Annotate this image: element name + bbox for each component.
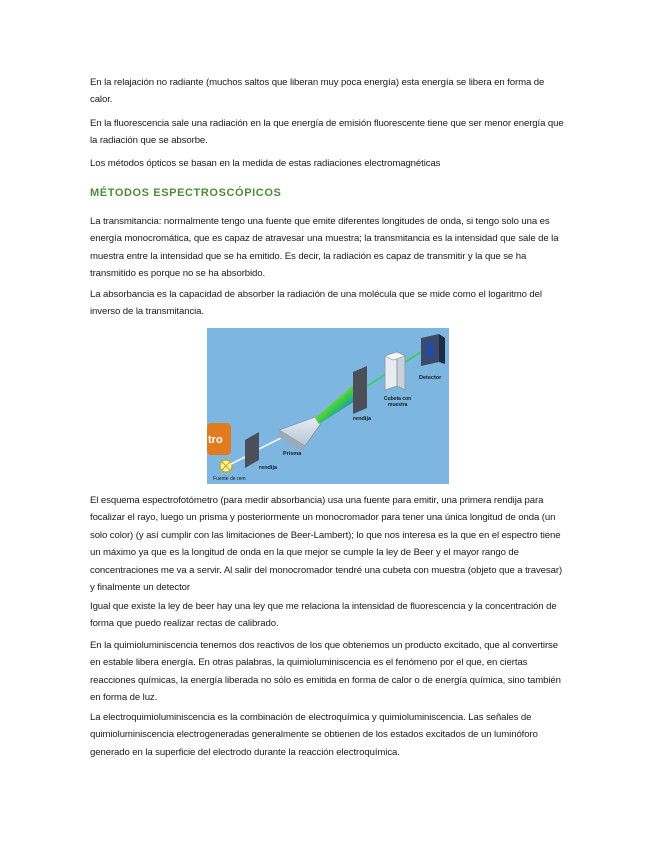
paragraph-absorbancia: La absorbancia es la capacidad de absorber la radiación de una molécula que se mide como el logaritmo del inverso de la transmitancia. (90, 289, 542, 318)
slit-2 (353, 366, 367, 414)
label-cubeta-line-2: muestra (388, 402, 408, 408)
paragraph-ley-fluorescencia: Igual que existe la ley de beer hay una ley que me relaciona la intensidad de fluorescencia y la concentración de forma que puedo realizar rectas de calibrado. (90, 601, 557, 630)
label-fuente: Fuente de rem (213, 476, 246, 482)
source-box-label: tro (208, 434, 223, 446)
label-prisma: Prisma (283, 451, 302, 457)
label-detector: Detector (419, 375, 442, 381)
paragraph-relajacion: En la relajación no radiante (muchos saltos que liberan muy poca energía) esta energía se libera en forma de calor. (90, 77, 545, 106)
paragraph-fluorescencia: En la fluorescencia sale una radiación en la que energía de emisión fluorescente tiene que ser menor energía que la radiación que se absorbe. (90, 118, 564, 147)
label-cubeta-line-1: Cubeta con (384, 396, 412, 402)
paragraph-metodos-opticos: Los métodos ópticos se basan en la medida de estas radiaciones electromagnéticas (90, 158, 441, 169)
spectrophotometer-diagram (207, 328, 449, 484)
paragraph-quimioluminiscencia: En la quimioluminiscencia tenemos dos reactivos de los que obtenemos un producto excitado, que al convertirse en estable libera energía. En otras palabras, la quimioluminiscencia es el fenómeno por el que, en ciertas reacciones químicas, la energía liberada no sólo es emitida en forma de calor o de energía química, sino también en forma de luz. (90, 640, 561, 704)
label-rendija-2: rendija (353, 416, 372, 422)
diagram-background (207, 328, 449, 484)
paragraph-transmitancia: La transmitancia: normalmente tengo una fuente que emite diferentes longitudes de onda, si tengo solo una es energía monocromática, que es capaz de atravesar una muestra; la transmitancia es la intensidad que sale de la muestra entre la intensidad que se ha emitido. Es decir, la radiación es capaz de transmitir y la que se ha transmitido es porque no se ha absorbido. (90, 216, 559, 280)
section-heading: MÉTODOS ESPECTROSCÓPICOS (90, 187, 282, 199)
paragraph-esquema-espectrofotometro: El esquema espectrofotómetro (para medir absorbancia) usa una fuente para emitir, una primera rendija para focalizar el rayo, luego un prisma y posteriormente un monocromador para tener una única longitud de onda (un solo color) (y así cumplir con las limitaciones de Beer-Lambert); lo que nos interesa es la que en el espectro tiene un máximo ya que es la longitud de onda en la que mejor se cumple la ley de Beer y el mayor rango de concentraciones me va a servir. Al salir del monocromador tendré una cubeta con muestra (objeto que a travesar) y finalmente un detector (90, 495, 563, 594)
paragraph-electroquimioluminiscencia: La electroquimioluminiscencia es la combinación de electroquímica y quimioluminiscencia. Las señales de quimioluminiscencia electrogeneradas generalmente se obtienen de los estados excitados de un luminóforo generado en la superficie del electrodo durante la reacción electroquímica. (90, 712, 538, 758)
label-rendija-1: rendija (259, 465, 278, 471)
